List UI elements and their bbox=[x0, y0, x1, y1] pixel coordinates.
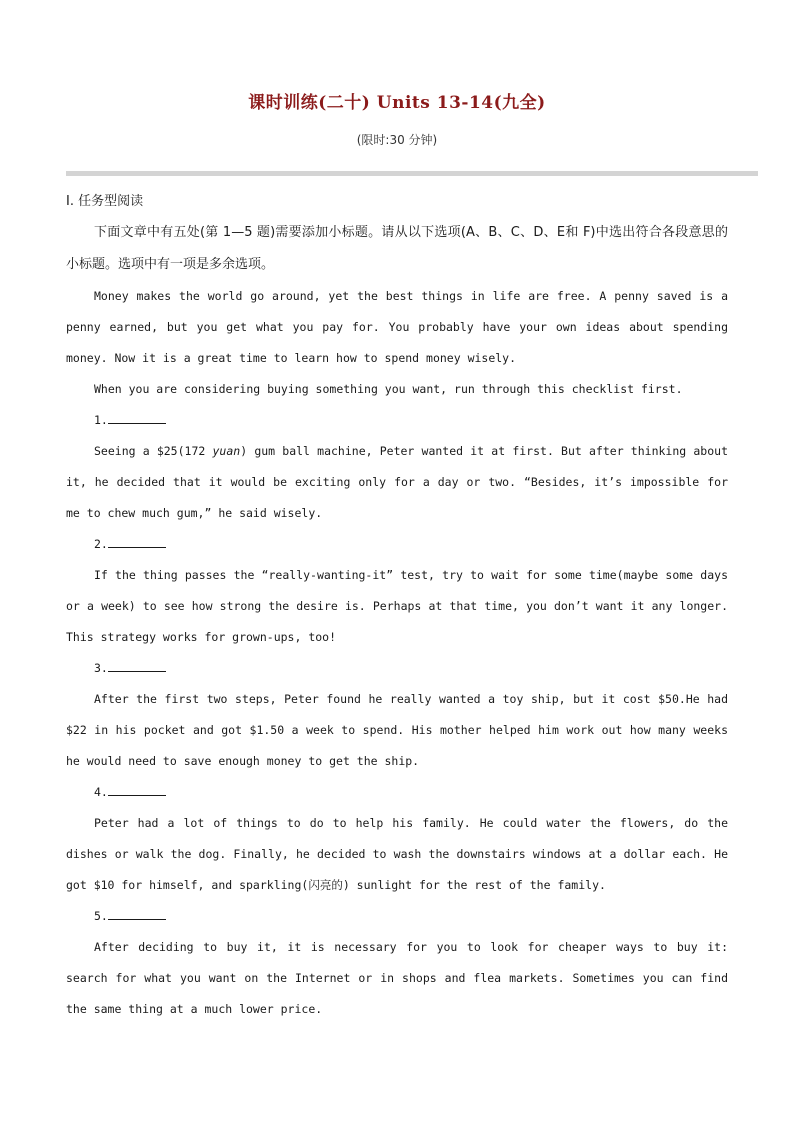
question-1 bbox=[66, 405, 728, 436]
question-number: 5. bbox=[94, 909, 108, 923]
question-3 bbox=[66, 653, 728, 684]
section-instructions: 下面文章中有五处(第 1—5 题)需要添加小标题。请从以下选项(A、B、C、D、E和 F)中选出符合各段意思的小标题。选项中有一项是多余选项。 bbox=[66, 225, 728, 272]
question-number: 4. bbox=[94, 785, 108, 799]
question-number: 3. bbox=[94, 661, 108, 675]
question-4 bbox=[66, 777, 728, 808]
header-divider bbox=[66, 171, 758, 176]
question-5 bbox=[66, 901, 728, 932]
answer-blank-3[interactable] bbox=[108, 657, 166, 672]
paragraph-5: After deciding to buy it, it is necessary for you to look for cheaper ways to buy it: search for what you want on the Internet or in shops and flea markets. Sometimes you can find the same thing at a much lower price. bbox=[66, 940, 728, 1016]
answer-blank-1[interactable] bbox=[108, 409, 166, 424]
paragraph-1-text-b: ) gum ball machine, Peter wanted it at first. But after thinking about it, he decided that it would be exciting only for a day or two. “Besides, it’s impossible for me to chew much gum,” he said wisely. bbox=[66, 444, 729, 520]
question-number: 1. bbox=[94, 413, 108, 427]
time-limit: (限时:30 分钟) bbox=[356, 133, 438, 147]
paragraph-4: Peter had a lot of things to do to help his family. He could water the flowers, do the dishes or walk the dog. Finally, he decided to wash the downstairs windows at a dollar each. He got $10 for himself, and sparkling(闪亮的) sunlight for the rest of the family. bbox=[66, 816, 728, 892]
paragraph-1-italic: yuan bbox=[212, 444, 241, 458]
paragraph-1 bbox=[66, 436, 728, 529]
section-heading: Ⅰ. 任务型阅读 bbox=[66, 194, 144, 209]
task-reading-section bbox=[66, 186, 728, 1025]
answer-blank-2[interactable] bbox=[108, 533, 166, 548]
intro-paragraph-1: Money makes the world go around, yet the best things in life are free. A penny saved is a penny earned, but you get what you pay for. You probably have your own ideas about spending money. Now it is a great time to learn how to spend money wisely. bbox=[66, 289, 728, 365]
answer-blank-5[interactable] bbox=[108, 905, 166, 920]
question-2 bbox=[66, 529, 728, 560]
paragraph-2: If the thing passes the “really-wanting-it” test, try to wait for some time(maybe some days or a week) to see how strong the desire is. Perhaps at that time, you don’t want it any longer. This strategy works for grown-ups, too! bbox=[66, 568, 728, 644]
paragraph-1-text-a: Seeing a $25(172 bbox=[94, 444, 213, 458]
intro-paragraph-2: When you are considering buying something you want, run through this checklist first. bbox=[94, 382, 683, 396]
answer-blank-4[interactable] bbox=[108, 781, 166, 796]
paragraph-3: After the first two steps, Peter found he really wanted a toy ship, but it cost $50.He had $22 in his pocket and got $1.50 a week to spend. His mother helped him work out how many weeks he would need to save enough money to get the ship. bbox=[66, 692, 728, 768]
page-title: 课时训练(二十) Units 13-14(九全) bbox=[248, 93, 546, 113]
question-number: 2. bbox=[94, 537, 108, 551]
